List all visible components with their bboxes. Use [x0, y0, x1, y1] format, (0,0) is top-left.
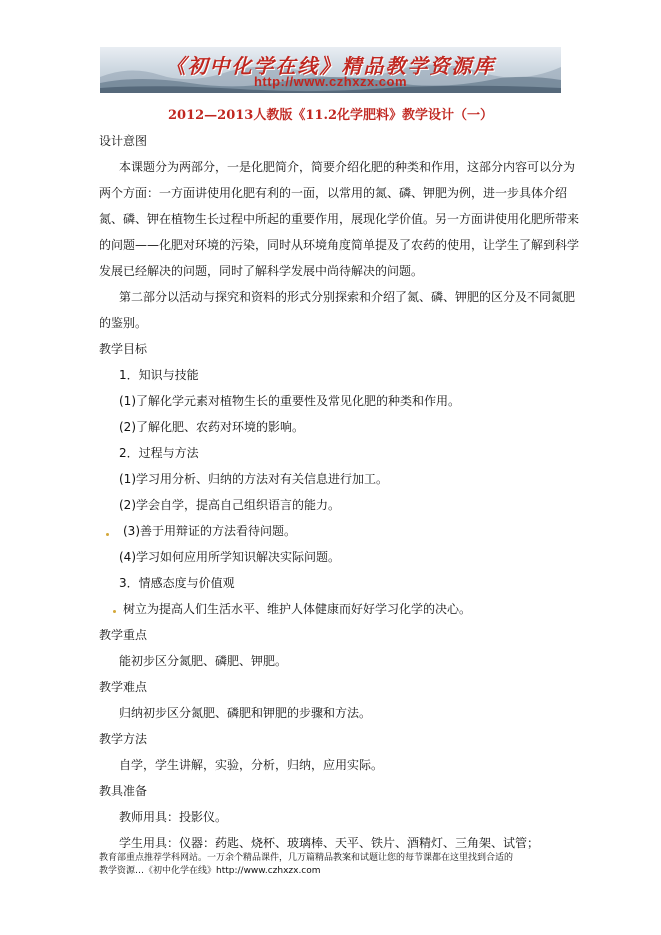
section-heading-design-intent: 设计意图 — [99, 134, 148, 148]
banner-title: 《初中化学在线》精品教学资源库 — [165, 54, 496, 78]
section-heading-methods: 教学方法 — [99, 732, 148, 746]
section-heading-key-points: 教学重点 — [99, 628, 148, 642]
difficulties-text: 归纳初步区分氮肥、磷肥和钾肥的步骤和方法。 — [119, 706, 372, 720]
banner-url[interactable]: http://www.czhxzx.com — [253, 74, 408, 89]
goal-item: 2．过程与方法 — [119, 446, 199, 460]
paragraph-line: 发展已经解决的问题，同时了解科学发展中尚待解决的问题。 — [99, 264, 424, 278]
goal-item: (1)学习用分析、归纳的方法对有关信息进行加工。 — [119, 472, 388, 486]
paragraph-line: 氮、磷、钾在植物生长过程中所起的重要作用，展现化学价值。另一方面讲使用化肥所带来 — [99, 212, 580, 226]
paragraph-line: 第二部分以活动与探究和资料的形式分别探索和介绍了氮、磷、钾肥的区分及不同氮肥 — [119, 290, 576, 304]
goal-item: (2)了解化肥、农药对环境的影响。 — [119, 420, 304, 434]
goal-item: (2)学会自学，提高自己组织语言的能力。 — [119, 498, 340, 512]
footer-line: 教育部重点推荐学科网站。一万余个精品课件，几万篇精品教案和试题让您的每节课都在这里找到合适的 — [99, 853, 514, 863]
goal-item: (3)善于用辩证的方法看待问题。 — [123, 524, 296, 538]
paragraph-line: 的鉴别。 — [99, 316, 148, 330]
bullet-dot-icon — [106, 533, 109, 536]
footer-line: 教学资源…《初中化学在线》http://www.czhxzx.com — [99, 866, 321, 876]
section-heading-goals: 教学目标 — [99, 342, 148, 356]
section-heading-equipment: 教具准备 — [99, 784, 148, 798]
teacher-equipment-text: 教师用具：投影仪。 — [119, 810, 228, 824]
bullet-dot-icon — [113, 610, 116, 613]
document-title: 2012—2013人教版《11.2化学肥料》教学设计（一） — [167, 108, 494, 123]
goal-item: 1．知识与技能 — [119, 368, 199, 382]
methods-text: 自学，学生讲解，实验，分析，归纳，应用实际。 — [119, 758, 384, 772]
paragraph-line: 的问题——化肥对环境的污染，同时从环境角度简单提及了农药的使用，让学生了解到科学 — [99, 238, 580, 252]
goal-item: (4)学习如何应用所学知识解决实际问题。 — [119, 550, 340, 564]
key-points-text: 能初步区分氮肥、磷肥、钾肥。 — [119, 654, 288, 668]
header-banner — [100, 47, 561, 93]
goal-item: (1)了解化学元素对植物生长的重要性及常见化肥的种类和作用。 — [119, 394, 461, 408]
goal-item: 树立为提高人们生活水平、维护人体健康而好好学习化学的决心。 — [123, 602, 472, 616]
paragraph-line: 两个方面：一方面讲使用化肥有利的一面，以常用的氮、磷、钾肥为例，进一步具体介绍 — [99, 186, 568, 200]
paragraph-line: 本课题分为两部分，一是化肥简介，简要介绍化肥的种类和作用，这部分内容可以分为 — [119, 160, 576, 174]
goal-item: 3．情感态度与价值观 — [119, 576, 235, 590]
student-equipment-text: 学生用具：仪器：药匙、烧杯、玻璃棒、天平、铁片、酒精灯、三角架、试管； — [119, 836, 540, 850]
section-heading-difficulties: 教学难点 — [99, 680, 148, 694]
